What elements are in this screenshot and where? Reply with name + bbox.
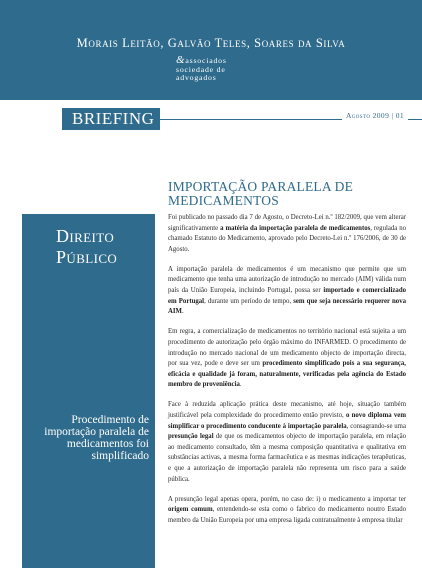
p1-text-c: , regulada no chamado Estatuto do Medicamento, aprovado pelo Decreto-Lei n.º 176/2006, de 30 de Agosto.	[168, 224, 407, 253]
firm-designation	[176, 56, 227, 83]
firm-header	[0, 0, 422, 100]
paragraph-5	[168, 495, 406, 527]
p4-bold-d: presunção legal	[168, 433, 214, 441]
p4-text-c: , consagrando-se uma	[346, 422, 406, 430]
paragraph-1	[168, 213, 406, 255]
p3-bold-b: procedimento simplificado pois a sua segurança, eficácia e qualidade já foram, naturalmente, verificadas pela agência do Estado membro de proveniência	[168, 360, 407, 389]
p5-bold-b: origem comum	[168, 506, 213, 514]
p5-text-c: , entendendo-se esta como o fabrico do medicamento noutro Estado membro da União Europeia por uma empresa ligada contratualmente à empresa titular	[168, 506, 406, 524]
p3-text-c: .	[239, 381, 242, 389]
assoc-line-1: associados	[185, 56, 227, 65]
paragraph-4	[168, 400, 406, 485]
p2-text-a: A importação paralela de medicamentos é um mecanismo que permite que um medicamento que tenha uma autorização de introdução no mercado (AIM) válida num país da União Europeia, incluindo Portugal, possa ser	[168, 265, 406, 295]
p5-text-a: A presunção legal apenas opera, porém, no caso de: i) o medicamento a importar ter	[168, 495, 406, 503]
p2-text-e: .	[181, 308, 184, 316]
firm-name: Morais Leitão, Galvão Teles, Soares da Silva	[76, 36, 346, 50]
paragraph-3	[168, 327, 406, 391]
p1-text-a: Foi publicado no passado dia 7 de Agosto, o Decreto-Lei n.º 182/2009, que vem alterar significativamente	[168, 214, 406, 232]
p3-text-a: Em regra, a comercialização de medicamentos no território nacional está sujeita a um procedimento de autorização pelo órgão máximo do INFARMED. O procedimento de introdução no mercado nacional de um medicamento objecto de importação directa, por sua vez, pode e deve ser um	[168, 328, 406, 368]
article-title: IMPORTAÇÃO PARALELA DE MEDICAMENTOS	[168, 179, 354, 208]
p2-bold-b: importado e comercializado em Portugal	[168, 287, 406, 305]
section-sidebar	[22, 214, 155, 568]
briefing-label: BRIEFING	[62, 108, 160, 130]
p4-text-e: de que os medicamentos objecto de importação paralela, em relação ao medicamento consultado, têm a mesma composição quantitativa e qualitativa em substâncias activas, a mesma forma farmacêutica e as mesmas indicações terapêuticas, e que a autorização de importação paralela não representa um risco para a saúde pública.	[168, 433, 406, 483]
p4-text-a: Face à reduzida aplicação prática deste mecanismo, até hoje, situação também justificável pela complexidade do procedimento então previsto,	[168, 401, 406, 419]
p2-bold-d: sem que seja necessário requerer nova AIM	[168, 297, 407, 316]
ampersand: &	[176, 54, 186, 66]
section-title: Direito Público	[56, 226, 118, 267]
assoc-line-2: sociedade de	[176, 64, 226, 74]
p2-text-c: , durante um período de tempo,	[204, 297, 294, 305]
article-body	[168, 213, 406, 536]
p4-bold-b: o novo diploma vem simplificar o procedimento conducente à importação paralela	[168, 412, 406, 430]
paragraph-2	[168, 265, 406, 318]
issue-date: Agosto 2009 | 01	[342, 111, 408, 120]
section-subtitle: Procedimento de importação paralela de medicamentos foi simplificado	[44, 414, 149, 462]
p1-bold-b: a matéria da importação paralela de medicamentos	[220, 224, 371, 232]
assoc-line-3: advogados	[176, 73, 217, 82]
